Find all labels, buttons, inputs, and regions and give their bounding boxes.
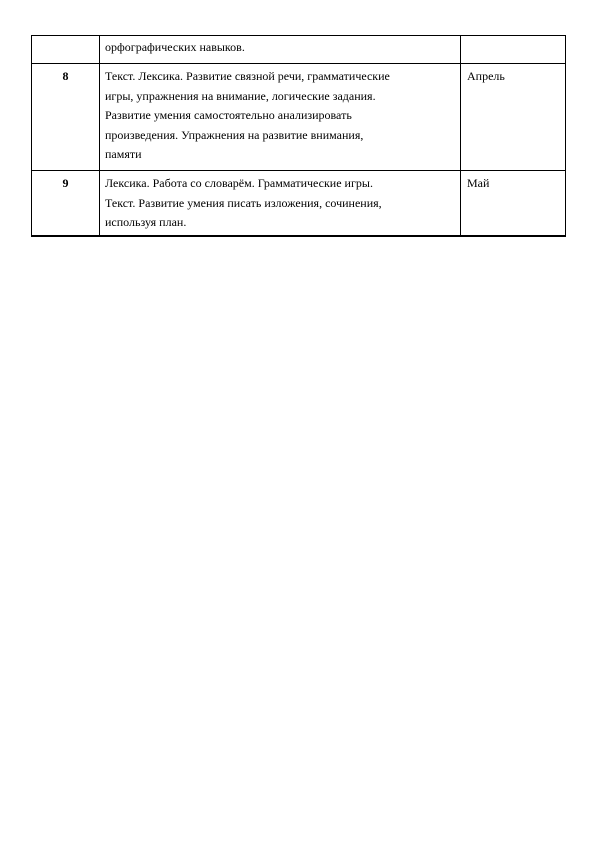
row-month-cell: Апрель — [461, 64, 566, 171]
row-number-cell: 8 — [32, 64, 100, 171]
content-line: произведения. Упражнения на развитие внимания, — [105, 127, 364, 142]
lesson-plan-table — [31, 35, 566, 237]
content-line: Лексика. Работа со словарём. Грамматические игры. — [105, 176, 373, 190]
row-content-cell — [100, 64, 461, 171]
content-line: орфографических навыков. — [105, 40, 245, 54]
table-row — [32, 64, 566, 171]
table-row — [32, 171, 566, 237]
table-row — [32, 36, 566, 64]
content-line: игры, упражнения на внимание, логические задания. — [105, 88, 376, 103]
content-line: используя план. — [105, 215, 187, 229]
row-content-cell — [100, 36, 461, 64]
content-line: Развитие умения самостоятельно анализировать — [105, 108, 352, 122]
row-content-cell — [100, 171, 461, 237]
content-line: памяти — [105, 147, 142, 161]
content-line: Текст. Лексика. Развитие связной речи, грамматические — [105, 69, 390, 83]
row-number-cell: 9 — [32, 171, 100, 237]
row-month-cell: Май — [461, 171, 566, 237]
row-number-cell — [32, 36, 100, 64]
row-month-cell — [461, 36, 566, 64]
content-line: Текст. Развитие умения писать изложения, сочинения, — [105, 195, 382, 210]
